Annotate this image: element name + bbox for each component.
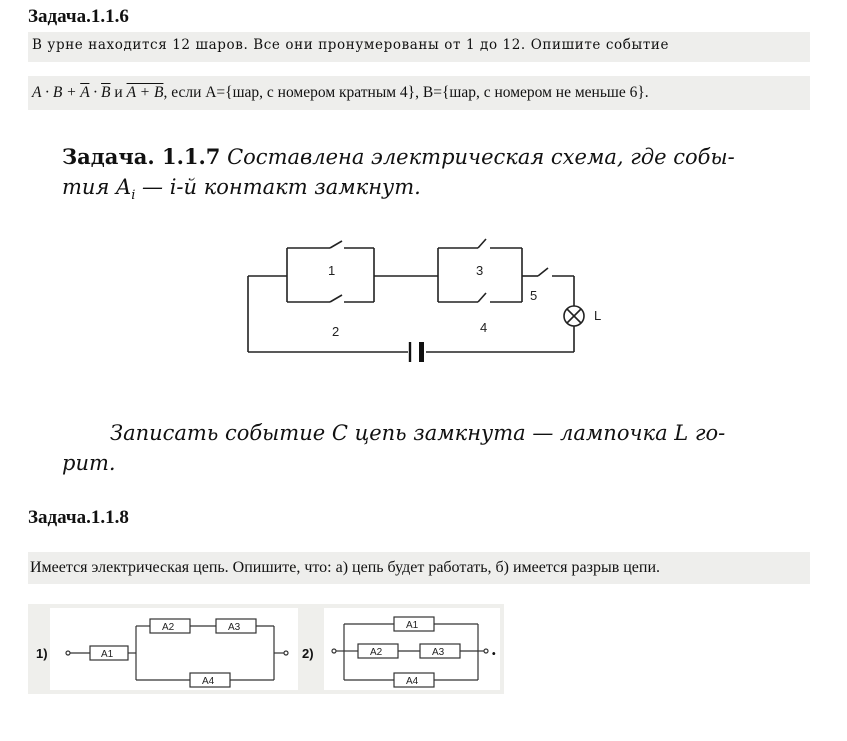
- task-1-1-7-text-2: тия A: [62, 175, 132, 199]
- task-1-1-7-question-1: Записать событие C цепь замкнута — лампочка L го-: [110, 421, 726, 445]
- task-1-1-7-question: [62, 418, 802, 478]
- task-1-1-7-title: Задача. 1.1.7: [62, 144, 221, 169]
- expr-overline-sum: A + B: [126, 84, 164, 101]
- circuit-2-diagram: [298, 604, 504, 694]
- task-1-1-6-line-1: В урне находится 12 шаров. Все они пронумерованы от 1 до 12. Опишите событие: [32, 37, 670, 53]
- battery-plate-short: [419, 342, 424, 362]
- task-1-1-7-text-2-tail: — i-й контакт замкнут.: [135, 175, 421, 199]
- circuit-1-A4: A4: [202, 676, 215, 687]
- circuit-diagram-1-1-7: [230, 228, 620, 368]
- circuit-2-label: 2): [302, 646, 314, 661]
- circuit-1-A2: A2: [162, 622, 175, 633]
- task-1-1-7-question-2: рит.: [62, 451, 116, 475]
- contact-label-2: 2: [332, 324, 340, 339]
- expr-ab: A · B +: [32, 84, 81, 101]
- circuit-1-A1: A1: [101, 649, 114, 660]
- expr-not-b: $\overline{B}$: [101, 84, 111, 101]
- subscript-i: i: [131, 188, 136, 204]
- circuit-2-A1: A1: [406, 620, 419, 631]
- circuit-2-A3: A3: [432, 647, 445, 658]
- circuit-1-A3: A3: [228, 622, 241, 633]
- contact-label-1: 1: [328, 263, 336, 278]
- expr-dot: ·: [89, 84, 102, 101]
- task-1-1-7-text-1: Составлена электрическая схема, где собы-: [220, 145, 735, 169]
- task-1-1-8-text: Имеется электрическая цепь. Опишите, что: а) цепь будет работать, б) имеется разрыв цепи.: [30, 559, 661, 576]
- task-1-1-6-title: Задача.1.1.6: [28, 6, 129, 27]
- circuit-2-A4: A4: [406, 676, 419, 687]
- contact-label-3: 3: [476, 263, 484, 278]
- task-1-1-8-title: Задача.1.1.8: [28, 507, 129, 528]
- circuit-2-A2: A2: [370, 647, 383, 658]
- task-1-1-7-statement: [62, 142, 802, 211]
- trailing-dot: .: [491, 640, 497, 659]
- task-1-1-8-band: [28, 552, 810, 584]
- expr-and: и: [110, 84, 127, 101]
- contact-label-5: 5: [530, 288, 538, 303]
- task-1-1-6-condition: , если А={шар, с номером кратным 4}, В={шар, с номером не меньше 6}.: [163, 84, 649, 101]
- expr-not-a: $\overline{A}$: [80, 84, 90, 101]
- task-1-1-6-band-1: [28, 32, 810, 62]
- circuit-1-diagram: [28, 604, 326, 694]
- contact-label-4: 4: [480, 320, 488, 335]
- circuit-1-label: 1): [36, 646, 48, 661]
- task-1-1-6-band-2: [28, 76, 810, 110]
- lamp-label: L: [594, 308, 602, 323]
- task-1-1-6-line-2: [32, 84, 649, 102]
